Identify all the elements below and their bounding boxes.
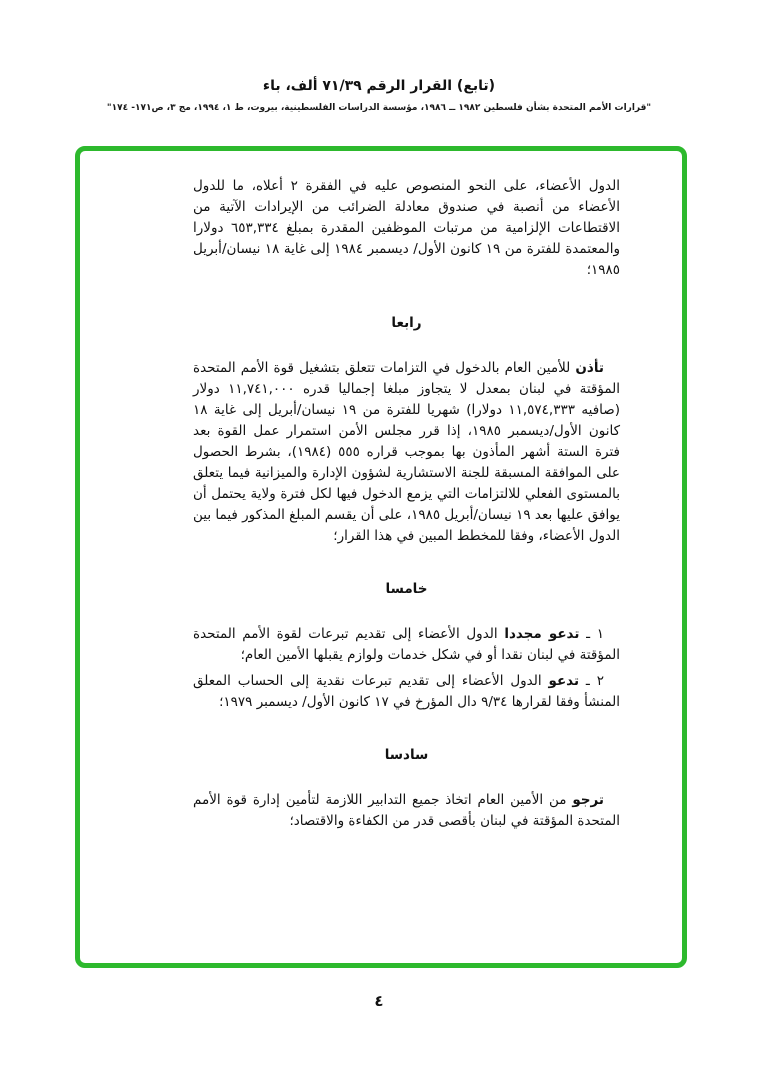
- section-heading-sixth: سادسا: [384, 747, 429, 763]
- page-number: ٤: [374, 992, 384, 1010]
- section-heading-fifth: خامسا: [385, 581, 428, 597]
- resolution-title: (تابع) القرار الرقم ٧١/٣٩ ألف، باء: [262, 78, 496, 94]
- paragraph-text: الدول الأعضاء إلى تقديم تبرعات لقوة الأمم المتحدة المؤقتة في لبنان نقدا أو في شكل خدمات ولوازم يقبلها الأمين العام؛: [193, 626, 620, 663]
- paragraph-text: للأمين العام بالدخول في التزامات تتعلق بتشغيل قوة الأمم المتحدة المؤقتة في لبنان بمعدل لا يتجاوز مبلغا إجماليا قدره ١١,٧٤١,٠٠٠ دولار (صافيه ١١,٥٧٤,٣٣٣ دولارا) شهريا للفترة من ١٩ نيسان/أبريل إلى غاية ١٨ كانون الأول/ديسمبر ١٩٨٥، إذا قرر مجلس الأمن استمرار عمل القوة بعد فترة الستة أشهر المأذون بها بموجب قراره ٥٥٥ (١٩٨٤)، بشرط الحصول على الموافقة المسبقة للجنة الاستشارية لشؤون الإدارة والميزانية فيما يتعلق بالمستوى الفعلي للالتزامات التي يزمع الدخول فيها لكل فترة ولاية يحتمل أن يوافق عليها بعد ١٩ نيسان/أبريل ١٩٨٥، على أن يقسم المبلغ المذكور فيما بين الدول الأعضاء، وفقا للمخطط المبين في هذا القرار؛: [193, 360, 621, 544]
- paragraph-text: الدول الأعضاء إلى تقديم تبرعات نقدية إلى الحساب المعلق المنشأ وفقا لقرارها ٩/٣٤ دال المؤرخ في ١٧ كانون الأول/ ديسمبر ١٩٧٩؛: [193, 673, 620, 710]
- section-fifth-paragraph-1: [193, 624, 620, 666]
- lead-word: ترجو: [572, 792, 604, 808]
- item-number: ٢ ـ: [579, 673, 604, 689]
- paragraph-text: من الأمين العام اتخاذ جميع التدابير اللازمة لتأمين إدارة قوة الأمم المتحدة المؤقتة في لبنان بأقصى قدر من الكفاءة والاقتصاد؛: [193, 792, 620, 829]
- page-header: [0, 0, 758, 113]
- paragraph-text: الدول الأعضاء، على النحو المنصوص عليه في الفقرة ٢ أعلاه، ما للدول الأعضاء من أنصبة في صندوق معادلة الضرائب من الإيرادات الآتية من الاقتطاعات الإلزامية من مرتبات الموظفين المقدرة بمبلغ ٦٥٣,٣٣٤ دولارا والمعتمدة للفترة من ١٩ كانون الأول/ ديسمبر ١٩٨٤ إلى غاية ١٨ نيسان/أبريل ١٩٨٥؛: [193, 178, 620, 278]
- lead-word: تدعو مجددا: [504, 626, 580, 642]
- section-sixth-paragraph: [193, 790, 620, 832]
- lead-word: تدعو: [548, 673, 580, 689]
- section-heading-fourth: رابعا: [391, 315, 422, 331]
- item-number: ١ ـ: [579, 626, 604, 642]
- section-fifth-paragraph-2: [193, 671, 620, 713]
- section-fourth-paragraph: [193, 358, 620, 547]
- resolution-body: [193, 176, 620, 832]
- intro-paragraph: [193, 176, 620, 281]
- lead-word: تأذن: [575, 360, 604, 376]
- source-citation: "قرارات الأمم المتحدة بشأن فلسطين ١٩٨٢ ــ ١٩٨٦، مؤسسة الدراسات الفلسطينية، بيروت، ط ١، ١٩٩٤، مج ٣، ص١٧١- ١٧٤": [106, 103, 652, 113]
